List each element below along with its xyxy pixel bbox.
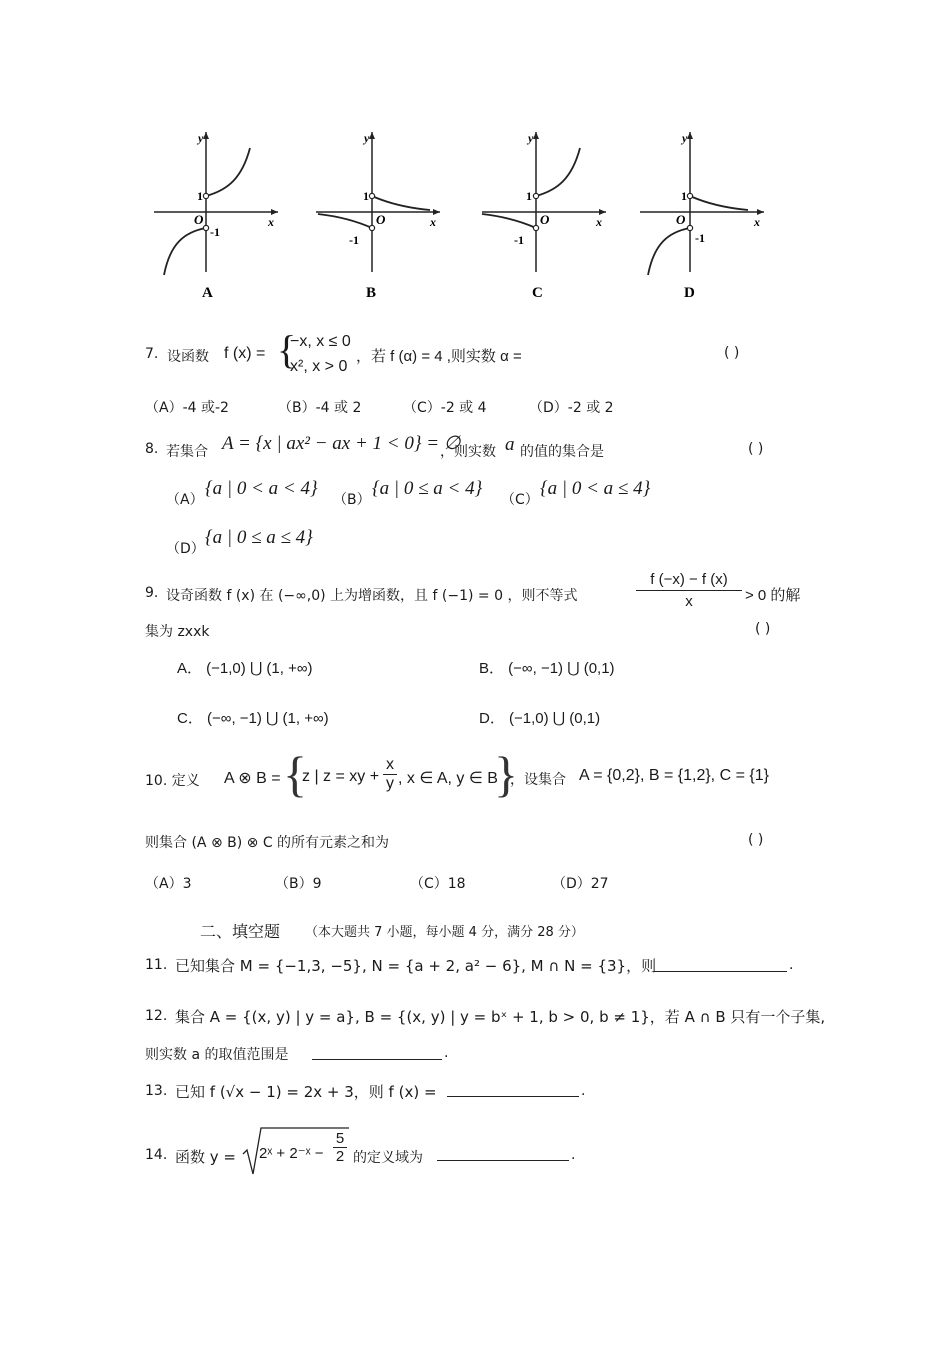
graph-b-label: B bbox=[366, 285, 377, 301]
q10-option-a: （A）3 bbox=[145, 876, 192, 892]
q13-text: 已知 f (√x − 1) = 2x + 3，则 f (x) = bbox=[175, 1083, 437, 1101]
svg-text:x: x bbox=[430, 215, 436, 229]
q11-end: . bbox=[789, 957, 794, 973]
svg-text:x: x bbox=[596, 215, 602, 229]
q8-option-a-label: （A） bbox=[166, 492, 204, 508]
q7-option-d: （D）-2 或 2 bbox=[529, 400, 614, 416]
q14-post: 的定义域为 bbox=[353, 1150, 423, 1166]
svg-text:x: x bbox=[268, 215, 274, 229]
svg-text:O: O bbox=[676, 212, 686, 227]
q11-answer-blank[interactable] bbox=[654, 957, 787, 972]
q13-end: . bbox=[581, 1083, 586, 1099]
graph-c bbox=[482, 131, 606, 301]
q12-line-2: 则实数 a 的取值范围是 bbox=[145, 1047, 289, 1063]
q7-case-2: x², x > 0 bbox=[290, 358, 348, 375]
q12-number: 12. bbox=[145, 1008, 168, 1024]
q10-fraction bbox=[383, 756, 397, 793]
q9-option-b: B． (−∞, −1) ⋃ (0,1) bbox=[479, 660, 615, 677]
q7-number: 7. bbox=[145, 346, 159, 362]
svg-text:-1: -1 bbox=[210, 225, 220, 239]
q10-line-2: 则集合 (A ⊗ B) ⊗ C 的所有元素之和为 bbox=[145, 835, 390, 851]
q10-sets: A = {0,2}, B = {1,2}, C = {1} bbox=[579, 767, 769, 784]
q7-fx: f (x) = bbox=[224, 345, 266, 362]
q8-tail-2: 的值的集合是 bbox=[520, 444, 604, 460]
q10-given: ，设集合 bbox=[510, 772, 566, 788]
q14-fraction-numerator: 5 bbox=[333, 1130, 347, 1148]
q10-fraction-denominator: y bbox=[386, 775, 394, 792]
q10-option-d: （D）27 bbox=[552, 876, 609, 892]
q9-option-d: D． (−1,0) ⋃ (0,1) bbox=[479, 710, 601, 727]
q9-answer-paren: ( ) bbox=[755, 621, 771, 637]
q14-number: 14. bbox=[145, 1147, 168, 1163]
q8-tail: ，则实数 bbox=[440, 444, 496, 460]
q7-stem: 设函数 bbox=[167, 349, 209, 365]
svg-text:y: y bbox=[198, 131, 204, 145]
q10-option-c: （C）18 bbox=[410, 876, 466, 892]
svg-text:1: 1 bbox=[363, 189, 369, 203]
q10-def-set-b: , x ∈ A, y ∈ B bbox=[398, 770, 498, 787]
q9-line-2: 集为 zxxk bbox=[145, 624, 210, 640]
q8-stem: 若集合 bbox=[166, 444, 208, 460]
q7-brace: { bbox=[277, 327, 297, 372]
svg-text:y: y bbox=[682, 131, 688, 145]
svg-text:1: 1 bbox=[526, 189, 532, 203]
q8-option-d-label: （D） bbox=[166, 541, 205, 557]
graph-d-label: D bbox=[684, 285, 695, 301]
q8-answer-paren: ( ) bbox=[748, 441, 764, 457]
q12-end: . bbox=[444, 1045, 449, 1061]
q8-option-a-expr: {a | 0 < a < 4} bbox=[205, 478, 318, 499]
q9-fraction-numerator: f (−x) − f (x) bbox=[636, 571, 742, 591]
q8-number: 8. bbox=[145, 441, 159, 457]
q11-text: 已知集合 M = {−1,3, −5}, N = {a + 2, a² − 6}, M ∩ N = {3}，则 bbox=[175, 957, 657, 975]
q7-answer-paren: ( ) bbox=[724, 345, 740, 361]
graph-a-label: A bbox=[202, 285, 213, 301]
q9-option-a: A． (−1,0) ⋃ (1, +∞) bbox=[177, 660, 313, 677]
q14-pre: 函数 y = bbox=[175, 1148, 236, 1166]
q14-radicand: 2ˣ + 2⁻ˣ − bbox=[259, 1145, 324, 1162]
q14-fraction bbox=[333, 1130, 347, 1165]
svg-text:y: y bbox=[528, 131, 534, 145]
q11-number: 11. bbox=[145, 957, 168, 973]
graph-a bbox=[154, 131, 278, 301]
svg-text:1: 1 bbox=[681, 189, 687, 203]
q10-number: 10. 定义 bbox=[145, 773, 200, 789]
svg-text:-1: -1 bbox=[349, 233, 359, 247]
graph-c-label: C bbox=[532, 285, 543, 301]
function-graphs bbox=[140, 120, 780, 310]
svg-text:1: 1 bbox=[197, 189, 203, 203]
q9-tail: > 0 的解 bbox=[745, 587, 801, 604]
q12-text: 集合 A = {(x, y) | y = a}, B = {(x, y) | y = bˣ + 1, b > 0, b ≠ 1}，若 A ∩ B 只有一个子集, bbox=[175, 1008, 826, 1026]
graph-d bbox=[640, 131, 764, 301]
q7-option-a: （A）-4 或-2 bbox=[145, 400, 229, 416]
q9-option-c: C． (−∞, −1) ⋃ (1, +∞) bbox=[177, 710, 329, 727]
q14-fraction-denominator: 2 bbox=[335, 1148, 345, 1165]
q8-option-d-expr: {a | 0 ≤ a ≤ 4} bbox=[205, 527, 313, 548]
q7-option-b: （B）-4 或 2 bbox=[278, 400, 362, 416]
q13-answer-blank[interactable] bbox=[447, 1082, 579, 1097]
section-2-title: 二、填空题 bbox=[200, 922, 281, 941]
q8-option-c-expr: {a | 0 < a ≤ 4} bbox=[540, 478, 651, 499]
q13-number: 13. bbox=[145, 1083, 168, 1099]
graph-b bbox=[316, 131, 440, 301]
q10-fraction-numerator: x bbox=[383, 756, 397, 775]
q14-answer-blank[interactable] bbox=[437, 1146, 569, 1161]
q8-option-c-label: （C） bbox=[501, 492, 539, 508]
svg-text:O: O bbox=[194, 212, 204, 227]
svg-text:O: O bbox=[540, 212, 550, 227]
q8-option-b-expr: {a | 0 ≤ a < 4} bbox=[372, 478, 483, 499]
q7-case-1: −x, x ≤ 0 bbox=[290, 333, 351, 350]
q14-end: . bbox=[571, 1147, 576, 1163]
svg-text:y: y bbox=[364, 131, 370, 145]
q8-option-b-label: （B） bbox=[333, 492, 371, 508]
q12-answer-blank[interactable] bbox=[312, 1045, 442, 1060]
q10-option-b: （B）9 bbox=[275, 876, 322, 892]
q7-condition: ，若 f (α) = 4 ,则实数 α = bbox=[356, 348, 522, 365]
q10-answer-paren: ( ) bbox=[748, 832, 764, 848]
svg-text:-1: -1 bbox=[514, 233, 524, 247]
section-2-note: （本大题共 7 小题，每小题 4 分，满分 28 分） bbox=[305, 925, 584, 940]
q9-number: 9. bbox=[145, 585, 159, 601]
q7-option-c: （C）-2 或 4 bbox=[403, 400, 487, 416]
q8-set-expression: A = {x | ax² − ax + 1 < 0} = ∅ bbox=[222, 433, 461, 454]
q9-stem: 设奇函数 f (x) 在 (−∞,0) 上为增函数，且 f (−1) = 0 ，则不等式 bbox=[166, 588, 578, 604]
q10-def-set-a: z | z = xy + bbox=[302, 768, 380, 785]
svg-text:O: O bbox=[376, 212, 386, 227]
svg-text:-1: -1 bbox=[695, 231, 705, 245]
q9-fraction-denominator: x bbox=[685, 593, 693, 610]
q10-def-left: A ⊗ B = bbox=[224, 770, 281, 787]
q8-variable: a bbox=[505, 434, 515, 455]
q10-brace-right: } bbox=[494, 746, 518, 802]
svg-text:x: x bbox=[754, 215, 760, 229]
q9-fraction bbox=[636, 571, 742, 610]
q10-brace-left: { bbox=[283, 746, 307, 802]
